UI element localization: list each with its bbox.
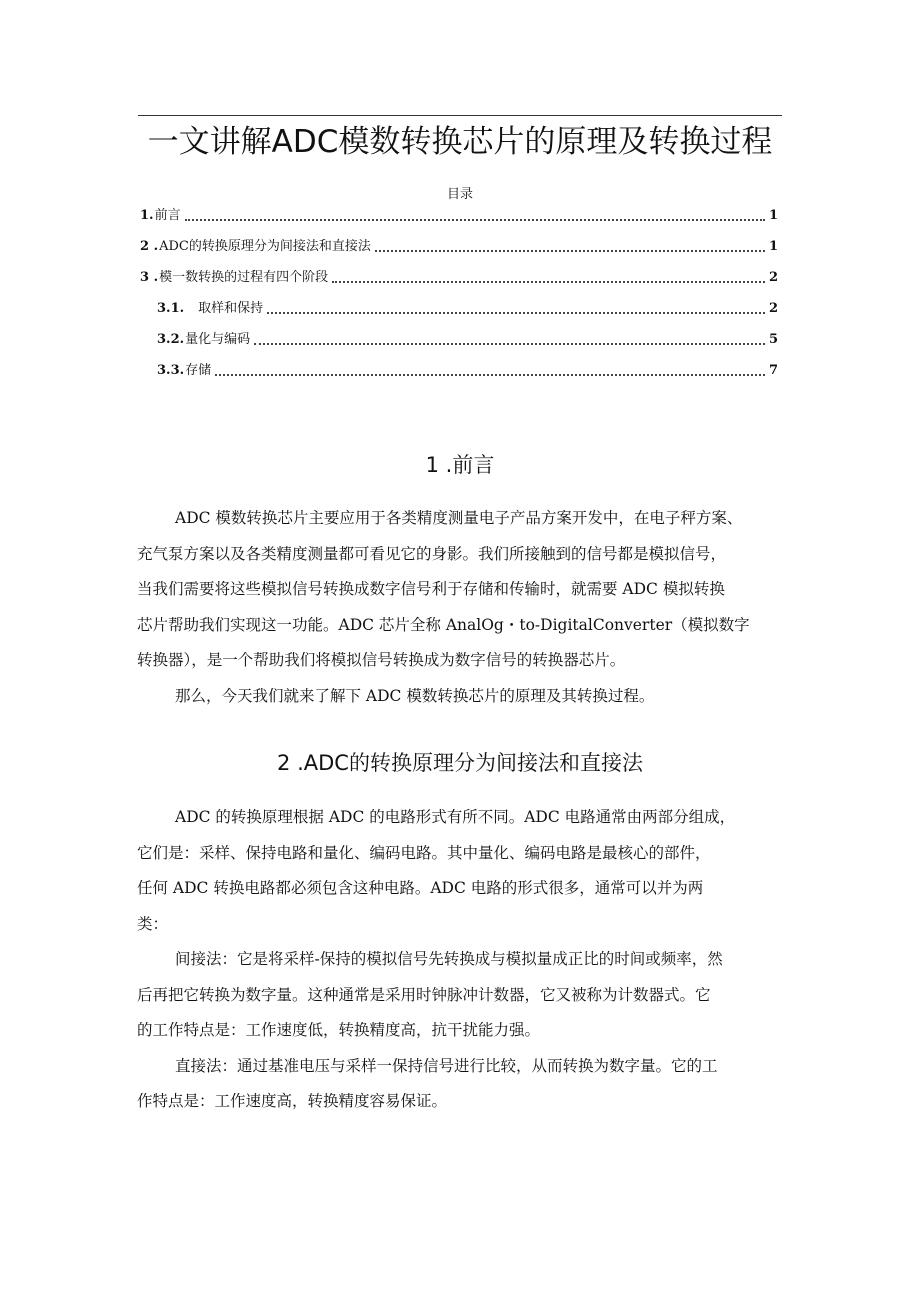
paragraph-line: 芯片帮助我们实现这一功能。ADC 芯片全称 AnalOg・to-DigitalConverter（模拟数字	[137, 615, 750, 634]
paragraph-line: 转换器），是一个帮助我们将模拟信号转换成为数字信号的转换器芯片。	[137, 651, 626, 669]
toc-entry-label: 取样和保持	[198, 301, 264, 316]
toc-dot-leader	[215, 374, 765, 376]
toc-dot-leader	[254, 343, 765, 345]
toc-entry-label: 量化与编码	[185, 332, 251, 347]
toc-entry-four-stages[interactable]	[140, 268, 778, 288]
section-1-heading: 1 .前言	[425, 453, 495, 477]
toc-entry-page: 2	[768, 301, 778, 316]
paragraph-line: 当我们需要将这些模拟信号转换成数字信号利于存储和传输时，就需要 ADC 模拟转换	[137, 580, 725, 598]
toc-entry-page: 5	[768, 332, 778, 347]
paragraph-line: 作特点是：工作速度高，转换精度容易保证。	[137, 1092, 448, 1110]
toc-entry-adc-principle[interactable]	[140, 237, 778, 257]
toc-entry-number: 2 .	[140, 239, 159, 254]
paragraph-line: 的工作特点是：工作速度低，转换精度高，抗干扰能力强。	[137, 1021, 541, 1039]
section-2-body	[137, 800, 787, 1120]
toc-entry-label: 前言	[154, 208, 181, 223]
toc-dot-leader	[375, 250, 765, 252]
section-1-body	[137, 501, 787, 714]
toc-entry-preface[interactable]	[140, 206, 778, 226]
paragraph-line: ADC 模数转换芯片主要应用于各类精度测量电子产品方案开发中，在电子秤方案、	[175, 509, 743, 527]
toc-dot-leader	[267, 312, 765, 314]
toc-entry-number: 3.1.	[157, 301, 185, 316]
toc-entry-number: 3.3.	[157, 363, 185, 378]
top-divider	[138, 115, 782, 116]
toc-entry-number: 3.2.	[157, 332, 185, 347]
section-2-heading: 2 .ADC的转换原理分为间接法和直接法	[277, 751, 643, 775]
paragraph-line: 它们是：采样、保持电路和量化、编码电路。其中量化、编码电路是最核心的部件，	[137, 843, 711, 862]
toc-entry-page: 7	[768, 363, 778, 378]
paragraph-line: 后再把它转换为数字量。这种通常是采用时钟脉冲计数器，它又被称为计数器式。它	[137, 985, 711, 1004]
toc-dot-leader	[332, 281, 765, 283]
toc-entry-quantization[interactable]	[140, 330, 778, 350]
toc-entry-number: 3 .	[140, 270, 159, 285]
paragraph-line: 任何 ADC 转换电路都必须包含这种电路。ADC 电路的形式很多，通常可以并为两	[137, 879, 704, 897]
toc-entry-sampling[interactable]	[140, 299, 778, 319]
toc-entry-page: 1	[768, 239, 778, 254]
toc-entry-label: 存储	[185, 363, 212, 378]
paragraph-line: 那么，今天我们就来了解下 ADC 模数转换芯片的原理及其转换过程。	[175, 686, 655, 705]
paragraph-line: 类：	[137, 914, 169, 933]
toc-heading: 目录	[446, 187, 473, 202]
toc-dot-leader	[185, 219, 765, 221]
paragraph-line: 间接法：它是将采样-保持的模拟信号先转换成与模拟量成正比的时间或频率，然	[175, 950, 723, 968]
toc-entry-number: 1.	[140, 208, 154, 223]
toc-entry-label: 模一数转换的过程有四个阶段	[159, 270, 329, 285]
toc-entry-storage[interactable]	[140, 361, 778, 381]
toc-entry-page: 2	[768, 270, 778, 285]
paragraph-line: ADC 的转换原理根据 ADC 的电路形式有所不同。ADC 电路通常由两部分组成，	[175, 808, 736, 826]
toc-entry-page: 1	[768, 208, 778, 223]
paragraph-line: 充气泵方案以及各类精度测量都可看见它的身影。我们所接触到的信号都是模拟信号，	[137, 544, 727, 563]
toc-entry-label: ADC的转换原理分为间接法和直接法	[159, 239, 371, 254]
document-title: 一文讲解ADC模数转换芯片的原理及转换过程	[147, 124, 773, 160]
paragraph-line: 直接法：通过基准电压与采样一保持信号进行比较，从而转换为数字量。它的工	[175, 1056, 718, 1075]
